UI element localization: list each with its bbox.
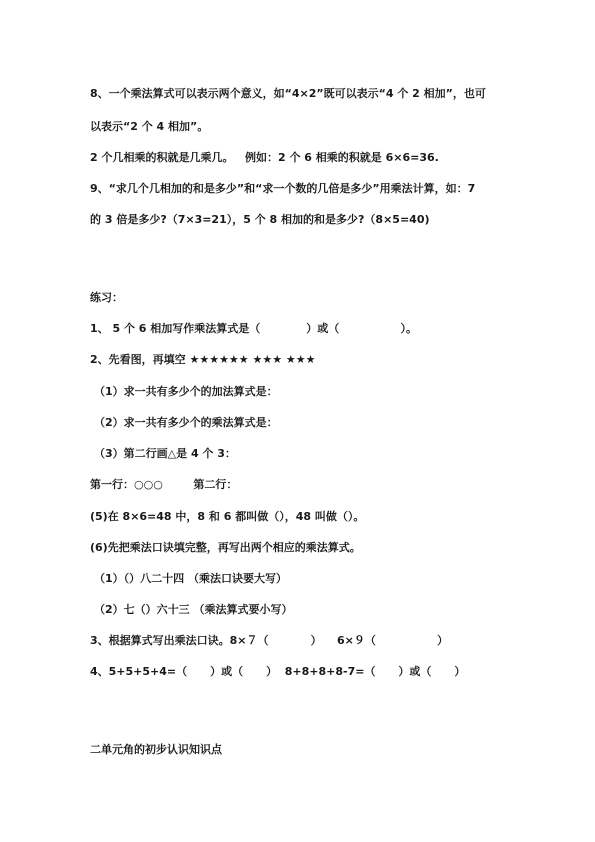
exercise-5: (5)在 8×6=48 中，8 和 6 都叫做（），48 叫做（）。: [90, 510, 365, 523]
exercise-6-part-1: （1）（）八二十四 （乘法口诀要大写）: [94, 572, 287, 585]
exercise-6: (6)先把乘法口诀填完整，再写出两个相应的乘法算式。: [90, 541, 361, 554]
product-rule-line: 2 个几相乘的积就是几乘几。 例如：2 个 6 相乘的积就是 6×6=36.: [90, 151, 439, 164]
exercise-heading: 练习：: [90, 291, 123, 304]
exercise-4: 4、5+5+5+4=（ ）或（ ） 8+8+8+8-7=（ ）或（ ）: [90, 665, 466, 678]
point-9-line-2: 的 3 倍是多少?（7×3=21），5 个 8 相加的和是多少?（8×5=40): [90, 213, 430, 226]
point-9-line-1: 9、“求几个几相加的和是多少”和“求一个数的几倍是多少”用乘法计算，如：7: [90, 182, 476, 195]
exercise-6-part-2: （2）七（）六十三 （乘法算式要小写）: [94, 603, 293, 616]
exercise-2-part-2: （2）求一共有多少个的乘法算式是：: [94, 416, 278, 429]
exercise-1: 1、 5 个 6 相加写作乘法算式是（ ）或（ ）。: [90, 322, 418, 335]
point-8-line-2: 以表示“2 个 4 相加”。: [90, 120, 209, 133]
exercise-2-part-3: （3）第二行画△是 4 个 3：: [94, 447, 236, 460]
point-8-line-1: 8、一个乘法算式可以表示两个意义，如“4×2”既可以表示“4 个 2 相加”，也可: [90, 87, 486, 100]
exercise-2: 2、先看图，再填空 ★★★★★★ ★★★ ★★★: [90, 353, 316, 366]
rows-line: 第一行：○○○ 第二行：: [90, 478, 238, 491]
unit-2-heading: 二单元角的初步认识知识点: [90, 743, 222, 756]
exercise-3: 3、根据算式写出乘法口诀。8×７（ ） 6×９（ ）: [90, 634, 449, 647]
exercise-2-part-1: （1）求一共有多少个的加法算式是：: [94, 385, 278, 398]
